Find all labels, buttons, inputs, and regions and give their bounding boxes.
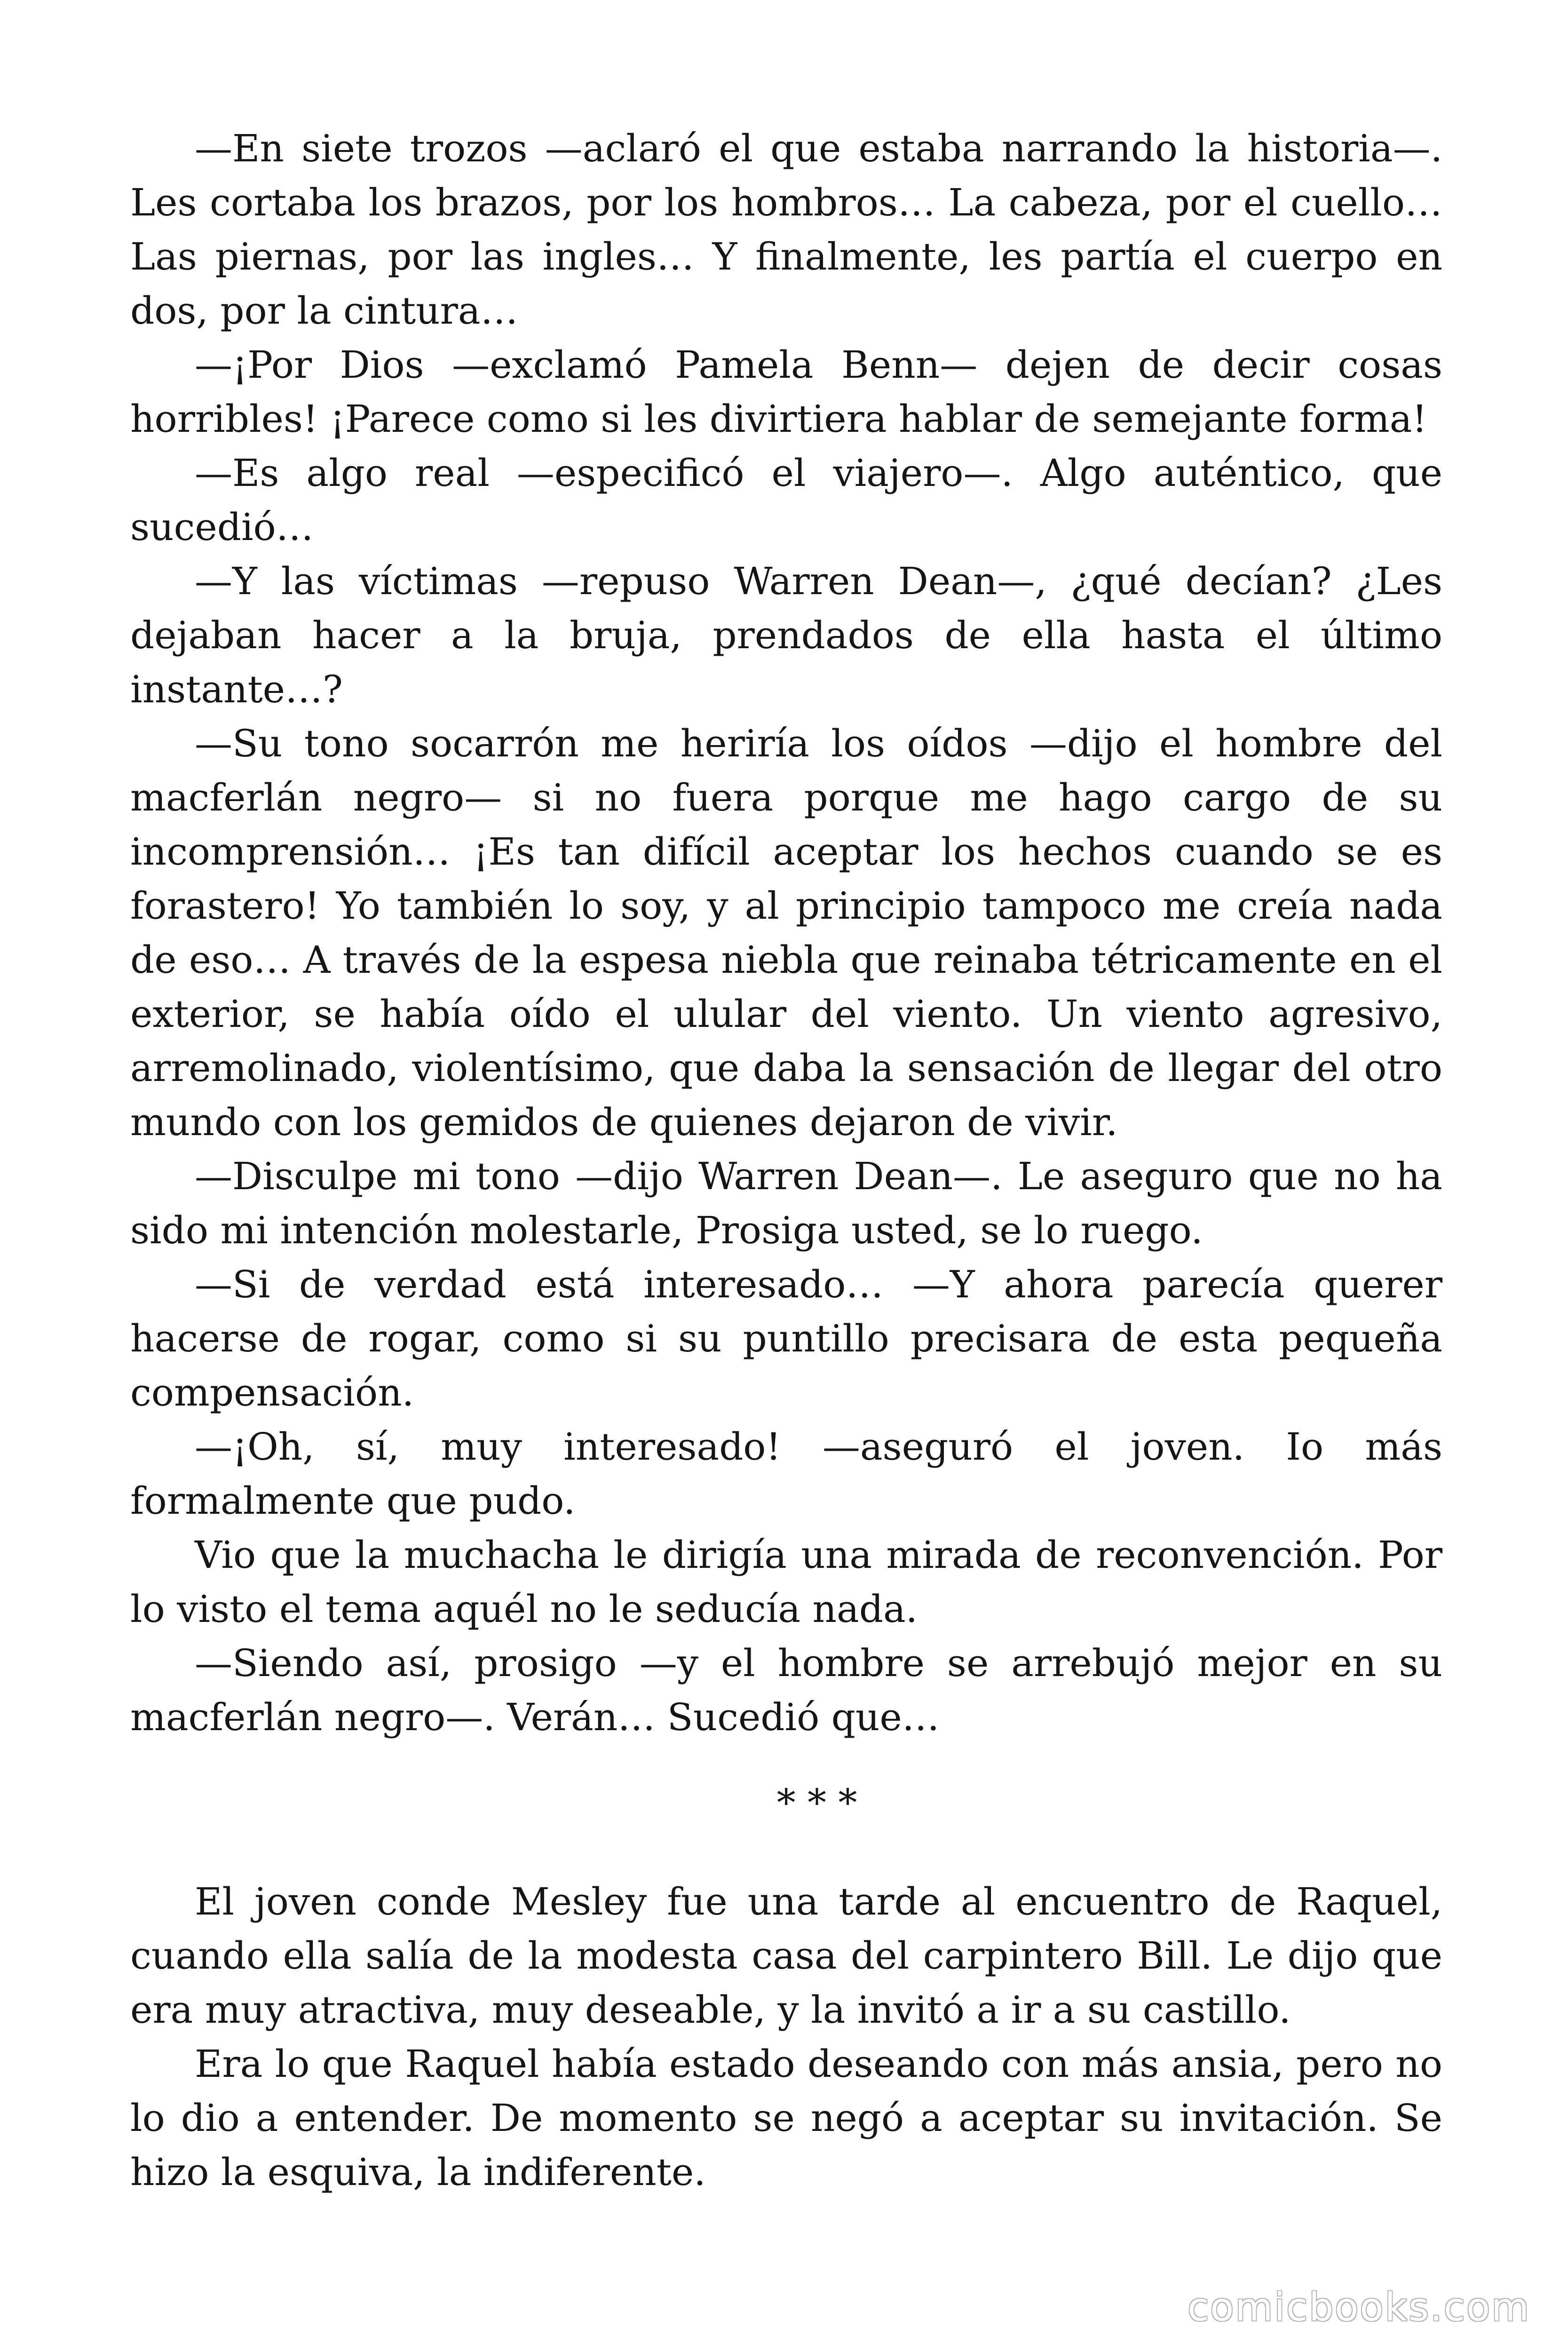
paragraph: —Siendo así, prosigo —y el hombre se arrebujó mejor en su macferlán negro—. Verán… Sucedió que… [130,1641,1442,1739]
paragraph: —En siete trozos —aclaró el que estaba narrando la historia—. Les cortaba los brazos, por los hombros… La cabeza, por el cuello… Las piernas, por las ingles… Y finalmente, les partía el cuerpo en dos, por la cintura… [130,127,1442,333]
paragraph: —¡Oh, sí, muy interesado! —aseguró el joven. Io más formalmente que pudo. [130,1425,1442,1523]
paragraph: El joven conde Mesley fue una tarde al encuentro de Raquel, cuando ella salía de la modesta casa del carpintero Bill. Le dijo que era muy atractiva, muy deseable, y la invitó a ir a su castillo. [130,1880,1442,2032]
paragraph: Vio que la muchacha le dirigía una mirada de reconvención. Por lo visto el tema aquél no le seducía nada. [130,1533,1442,1631]
paragraph: —Su tono socarrón me heriría los oídos —dijo el hombre del macferlán negro— si no fuera porque me hago cargo de su incomprensión… ¡Es tan difícil aceptar los hechos cuando se es forastero! Yo también lo soy, y al principio tampoco me creía nada de eso… A través de la espesa niebla que reinaba tétricamente en el exterior, se había oído el ulular del viento. Un viento agresivo, arremolinado, violentísimo, que daba la sensación de llegar del otro mundo con los gemidos de quienes dejaron de vivir. [130,722,1442,1144]
watermark: comicbooks.com [1188,2285,1530,2330]
paragraph: —Y las víctimas —repuso Warren Dean—, ¿qué decían? ¿Les dejaban hacer a la bruja, prendados de ella hasta el último instante…? [130,559,1442,711]
paragraph: —Si de verdad está interesado… —Y ahora parecía querer hacerse de rogar, como si su puntillo precisara de esta pequeña compensación. [130,1263,1442,1414]
paragraph: Era lo que Raquel había estado deseando con más ansia, pero no lo dio a entender. De momento se negó a aceptar su invitación. Se hizo la esquiva, la indiferente. [130,2042,1442,2194]
section-break-asterisks: * * * [776,1781,857,1825]
paragraph: —Disculpe mi tono —dijo Warren Dean—. Le aseguro que no ha sido mi intención molestarle, Prosiga usted, se lo ruego. [130,1154,1442,1252]
paragraph: —¡Por Dios —exclamó Pamela Benn— dejen de decir cosas horribles! ¡Parece como si les divirtiera hablar de semejante forma! [130,343,1442,441]
paragraph: —Es algo real —especificó el viajero—. Algo auténtico, que sucedió… [130,451,1442,549]
text-section-after-break [130,1875,1442,2199]
text-section-before-break [130,121,1442,1744]
